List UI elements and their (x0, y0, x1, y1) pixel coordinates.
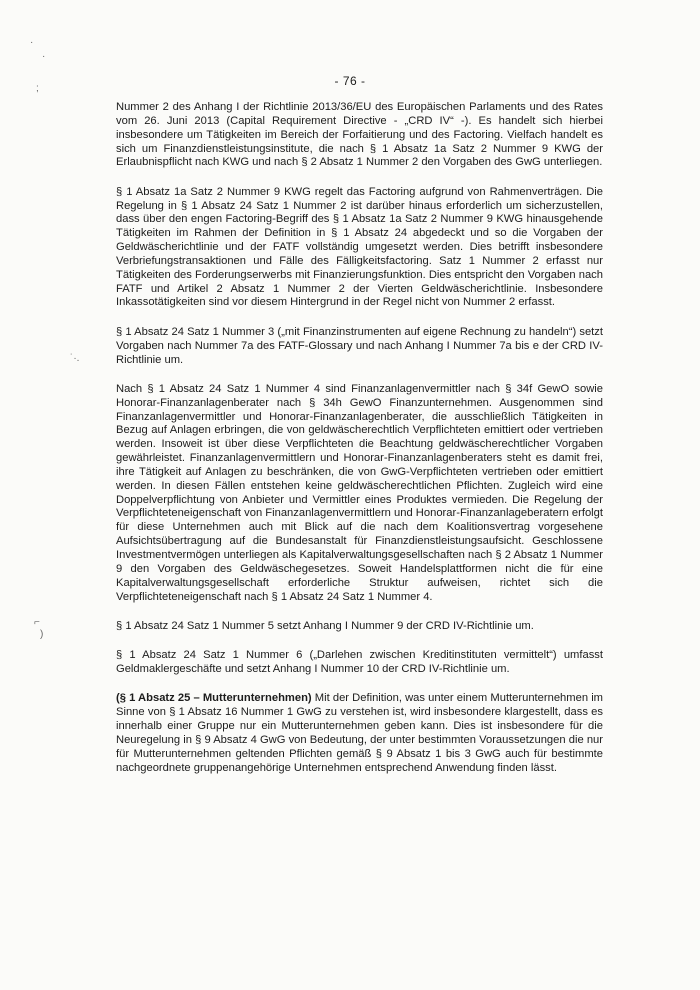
paragraph-4: Nach § 1 Absatz 24 Satz 1 Nummer 4 sind Finanzanlagenvermittler nach § 34f GewO sowie Honorar-Finanzanlagenberater nach § 34h GewO Finanzunternehmen. Ausgenommen sind Finanzanlagenvermittler und Honorar-Finanzanlagenberater, die ausschließlich Tätigkeiten in Bezug auf Anlagen erbringen, die von geldwäscherechtlich Verpflichteten emittiert oder vertrieben werden. Insoweit ist über diese Verpflichteten die Beachtung geldwäscherechtlicher Vorgaben gewährleistet. Finanzanlagenvermittlern und Honorar-Finanzanlagenberaters steht es damit frei, ihre Tätigkeit auf Anlagen zu beschränken, die von GwG-Verpflichteten vertrieben oder emittiert werden. In diesen Fällen entstehen keine geldwäscherechtlichen Pflichten. Zugleich wird eine Doppelverpflichtung von Anbieter und Vermittler eines Produktes vermieden. Die Regelung der Verpflichteteneigenschaft von Finanzanlagenvermittlern und Honorar-Finanzanlageberatern erfolgt für diese Unternehmen auch mit Blick auf die nach dem Koalitionsvertrag vorgesehene Aufsichtsübertragung auf die Bundesanstalt für Finanzdienstleistungsaufsicht. Geschlossene Investmentvermögen unterliegen als Kapitalverwaltungsgesellschaften nach § 2 Absatz 1 Nummer 9 den Vorgaben des Geldwäschegesetzes. Soweit Handelsplattformen nicht die für eine Kapitalverwaltungsgesellschaft erforderliche Struktur aufweisen, richtet sich die Verpflichteteneigenschaft nach § 1 Absatz 24 Satz 1 Nummer 4. (116, 382, 603, 603)
paragraph-7 (116, 692, 603, 775)
section-heading-mutterunternehmen: (§ 1 Absatz 25 – Mutterunternehmen) (116, 692, 312, 705)
paragraph-7-text: Mit der Definition, was unter einem Mutterunternehmen im Sinne von § 1 Absatz 16 Nummer 1 GwG zu verstehen ist, wird insbesondere klargestellt, dass es innerhalb einer Gruppe nur ein Mutterunternehmen geben kann. Dies ist insbesondere für die Neuregelung in § 9 Absatz 4 GwG von Bedeutung, der unter bestimmten Voraussetzungen die nur für Mutterunternehmen geltenden Pflichten gemäß § 9 Absatz 1 bis 3 GwG auch für bestimmte nachgeordnete gruppenangehörige Unternehmen entsprechend Anwendung finden lässt. (116, 692, 603, 774)
paragraph-1: Nummer 2 des Anhang I der Richtlinie 2013/36/EU des Europäischen Parlaments und des Rates vom 26. Juni 2013 (Capital Requirement Directive - „CRD IV“ -). Es handelt sich hierbei insbesondere um Tätigkeiten im Bereich der Forfaitierung und des Factoring. Vielfach handelt es sich um Finanzdienstleistungsinstitute, die nach § 1 Absatz 1a Satz 2 Nummer 9 KWG der Erlaubnispflicht nach KWG und nach § 2 Absatz 1 Nummer 2 den Vorgaben des GwG unterliegen. (116, 101, 603, 169)
document-body (116, 101, 603, 791)
paragraph-2: § 1 Absatz 1a Satz 2 Nummer 9 KWG regelt das Factoring aufgrund von Rahmenverträgen. Die Regelung in § 1 Absatz 24 Satz 1 Nummer 2 ist darüber hinaus erforderlich um sicherzustellen, dass über den engen Factoring-Begriff des § 1 Absatz 1a Satz 2 Nummer 9 KWG hinausgehende Tätigkeiten im Rahmen der Definition in § 1 Absatz 24 abgedeckt und so die Vorgaben der Geldwäscherichtlinie und der FATF vollständig umgesetzt werden. Dies betrifft insbesondere Verbriefungstransaktionen und Fälle des Fälligkeitsfactoring. Satz 1 Nummer 2 erfasst nur Tätigkeiten des Forderungserwerbs mit Finanzierungsfunktion. Dies entspricht den Vorgaben nach FATF und Artikel 2 Absatz 1 Nummer 2 der Vierten Geldwäscherichtlinie. Insbesondere Inkassotätigkeiten sind vor diesem Hintergrund in der Regel nicht von Nummer 2 erfasst. (116, 185, 603, 309)
scan-artifact: · (30, 37, 34, 48)
scan-artifact: ) (40, 629, 44, 640)
scan-artifact: ; (36, 83, 39, 94)
page-number: - 76 - (334, 74, 366, 88)
scan-artifact: · (42, 51, 46, 62)
paragraph-3: § 1 Absatz 24 Satz 1 Nummer 3 („mit Finanzinstrumenten auf eigene Rechnung zu handeln“) setzt Vorgaben nach Nummer 7a des FATF-Glossary und nach Anhang I Nummer 7a bis e der CRD IV-Richtlinie um. (116, 325, 603, 366)
scan-artifact: ⌐ (34, 617, 40, 628)
scan-artifact: ˙·. (70, 353, 80, 364)
paragraph-6: § 1 Absatz 24 Satz 1 Nummer 6 („Darlehen zwischen Kreditinstituten vermittelt“) umfasst Geldmaklergeschäfte und setzt Anhang I Nummer 10 der CRD IV-Richtlinie um. (116, 649, 603, 676)
paragraph-5: § 1 Absatz 24 Satz 1 Nummer 5 setzt Anhang I Nummer 9 der CRD IV-Richtlinie um. (116, 619, 534, 632)
